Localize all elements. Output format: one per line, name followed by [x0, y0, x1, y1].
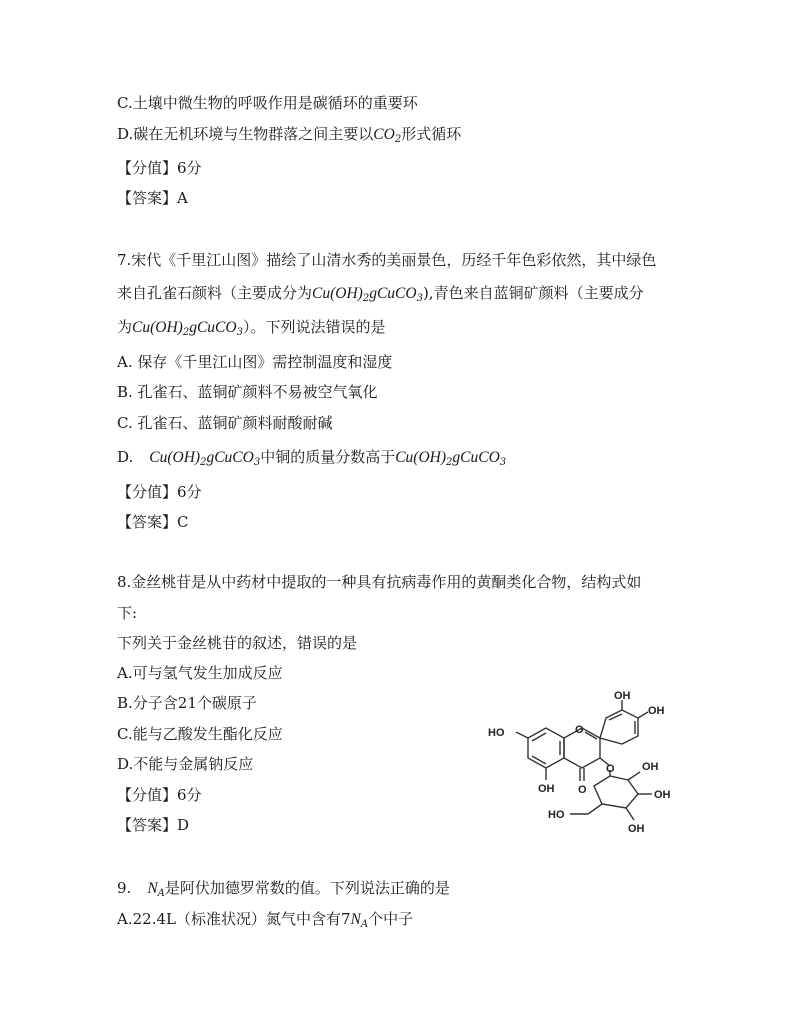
q7-stem-2-pre: 来自孔雀石颜料（主要成分为: [117, 284, 313, 302]
q8-option-a: A.可与氢气发生加成反应: [117, 664, 283, 682]
q7-option-d: [117, 447, 506, 473]
formula-cuco: gCuCO: [452, 449, 500, 466]
label-o: O: [606, 763, 615, 775]
ring-sugar: [594, 776, 638, 808]
q7-stem-3-post: ）。下列说法错误的是: [242, 318, 386, 336]
label-oh: OH: [648, 705, 665, 717]
q8-answer: 【答案】D: [117, 816, 190, 834]
formula-cuco: gCuCO: [369, 285, 417, 302]
formula-cu-oh: Cu(OH): [395, 449, 447, 466]
formula-sub: 3: [253, 457, 261, 468]
q7-stem-line-2: [117, 283, 644, 309]
label-oh: OH: [654, 789, 671, 801]
q8-option-d: D.不能与金属钠反应: [117, 755, 254, 773]
q7-answer: 【答案】C: [117, 513, 189, 531]
q7-stem-3-pre: 为: [117, 318, 133, 336]
q9-option-a-pre: A.22.4L（标准状况）氮气中含有7: [117, 910, 351, 928]
q6-option-d: [117, 124, 461, 150]
formula-sub: 2: [200, 457, 207, 468]
q8-option-c: C.能与乙酸发生酯化反应: [117, 725, 283, 743]
label-ho: HO: [488, 727, 505, 739]
ring-a: [528, 728, 564, 768]
formula-cu-oh: Cu(OH): [312, 285, 363, 302]
avogadro-subscript: A: [360, 919, 369, 930]
label-oh: OH: [642, 761, 659, 773]
q9-stem-text: 是阿伏加德罗常数的值。下列说法正确的是: [164, 879, 450, 897]
formula-cu-oh: Cu(OH): [132, 319, 183, 336]
formula-sub: 2: [446, 457, 453, 468]
q8-option-b: B.分子含21个碳原子: [117, 694, 257, 712]
avogadro-symbol: N: [147, 880, 158, 897]
q9-option-a-post: 个中子: [368, 910, 414, 928]
label-ho: HO: [548, 809, 565, 821]
q7-stem-line-3: [117, 317, 385, 343]
formula-cu-oh: Cu(OH): [149, 449, 201, 466]
q7-stem-2-post: ),青色来自蓝铜矿颜料（主要成分: [422, 284, 644, 302]
q6-score: 【分值】6分: [117, 159, 202, 177]
q7-option-d-mid: 中铜的质量分数高于: [260, 448, 396, 466]
label-o: O: [578, 784, 587, 796]
q7-option-d-label: D.: [117, 448, 134, 466]
formula-sub: 3: [499, 457, 507, 468]
label-oh: OH: [538, 783, 555, 795]
formula-sub: 2: [182, 327, 190, 338]
co2-formula: CO: [373, 126, 395, 143]
q7-option-b: B. 孔雀石、蓝铜矿颜料不易被空气氧化: [117, 383, 378, 401]
q6-answer: 【答案】A: [117, 189, 188, 207]
q8-stem-line-2: 下:: [117, 604, 138, 622]
formula-sub: 3: [236, 327, 243, 338]
co2-subscript: 2: [394, 134, 402, 145]
q6-option-c: C.土壤中微生物的呼吸作用是碳循环的重要环: [117, 94, 418, 112]
q9-stem: [117, 878, 450, 904]
q7-stem-line-1: 7.宋代《千里江山图》描绘了山清水秀的美丽景色，历经千年色彩依然，其中绿色: [117, 251, 657, 269]
q7-score: 【分值】6分: [117, 483, 202, 501]
label-oh: OH: [614, 690, 631, 702]
label-o: O: [575, 724, 584, 736]
q8-score: 【分值】6分: [117, 786, 202, 804]
q8-stem-line-3: 下列关于金丝桃苷的叙述，错误的是: [117, 634, 358, 652]
q9-option-a: [117, 909, 413, 935]
label-oh: OH: [628, 823, 645, 835]
formula-sub: 3: [416, 293, 423, 304]
q6-option-d-text-post: 形式循环: [401, 125, 462, 143]
formula-sub: 2: [362, 293, 370, 304]
formula-cuco: gCuCO: [189, 319, 237, 336]
q7-option-a: A. 保存《千里江山图》需控制温度和湿度: [117, 353, 393, 371]
avogadro-subscript: A: [157, 888, 165, 899]
q6-option-d-text-pre: D.碳在无机环境与生物群落之间主要以: [117, 125, 374, 143]
q9-number: 9.: [117, 879, 132, 897]
avogadro-symbol: N: [350, 911, 361, 928]
hyperoside-structure-diagram: [478, 688, 698, 848]
q7-option-c: C. 孔雀石、蓝铜矿颜料耐酸耐碱: [117, 414, 333, 432]
q8-stem-line-1: 8.金丝桃苷是从中药材中提取的一种具有抗病毒作用的黄酮类化合物，结构式如: [117, 573, 642, 591]
formula-cuco: gCuCO: [206, 449, 254, 466]
